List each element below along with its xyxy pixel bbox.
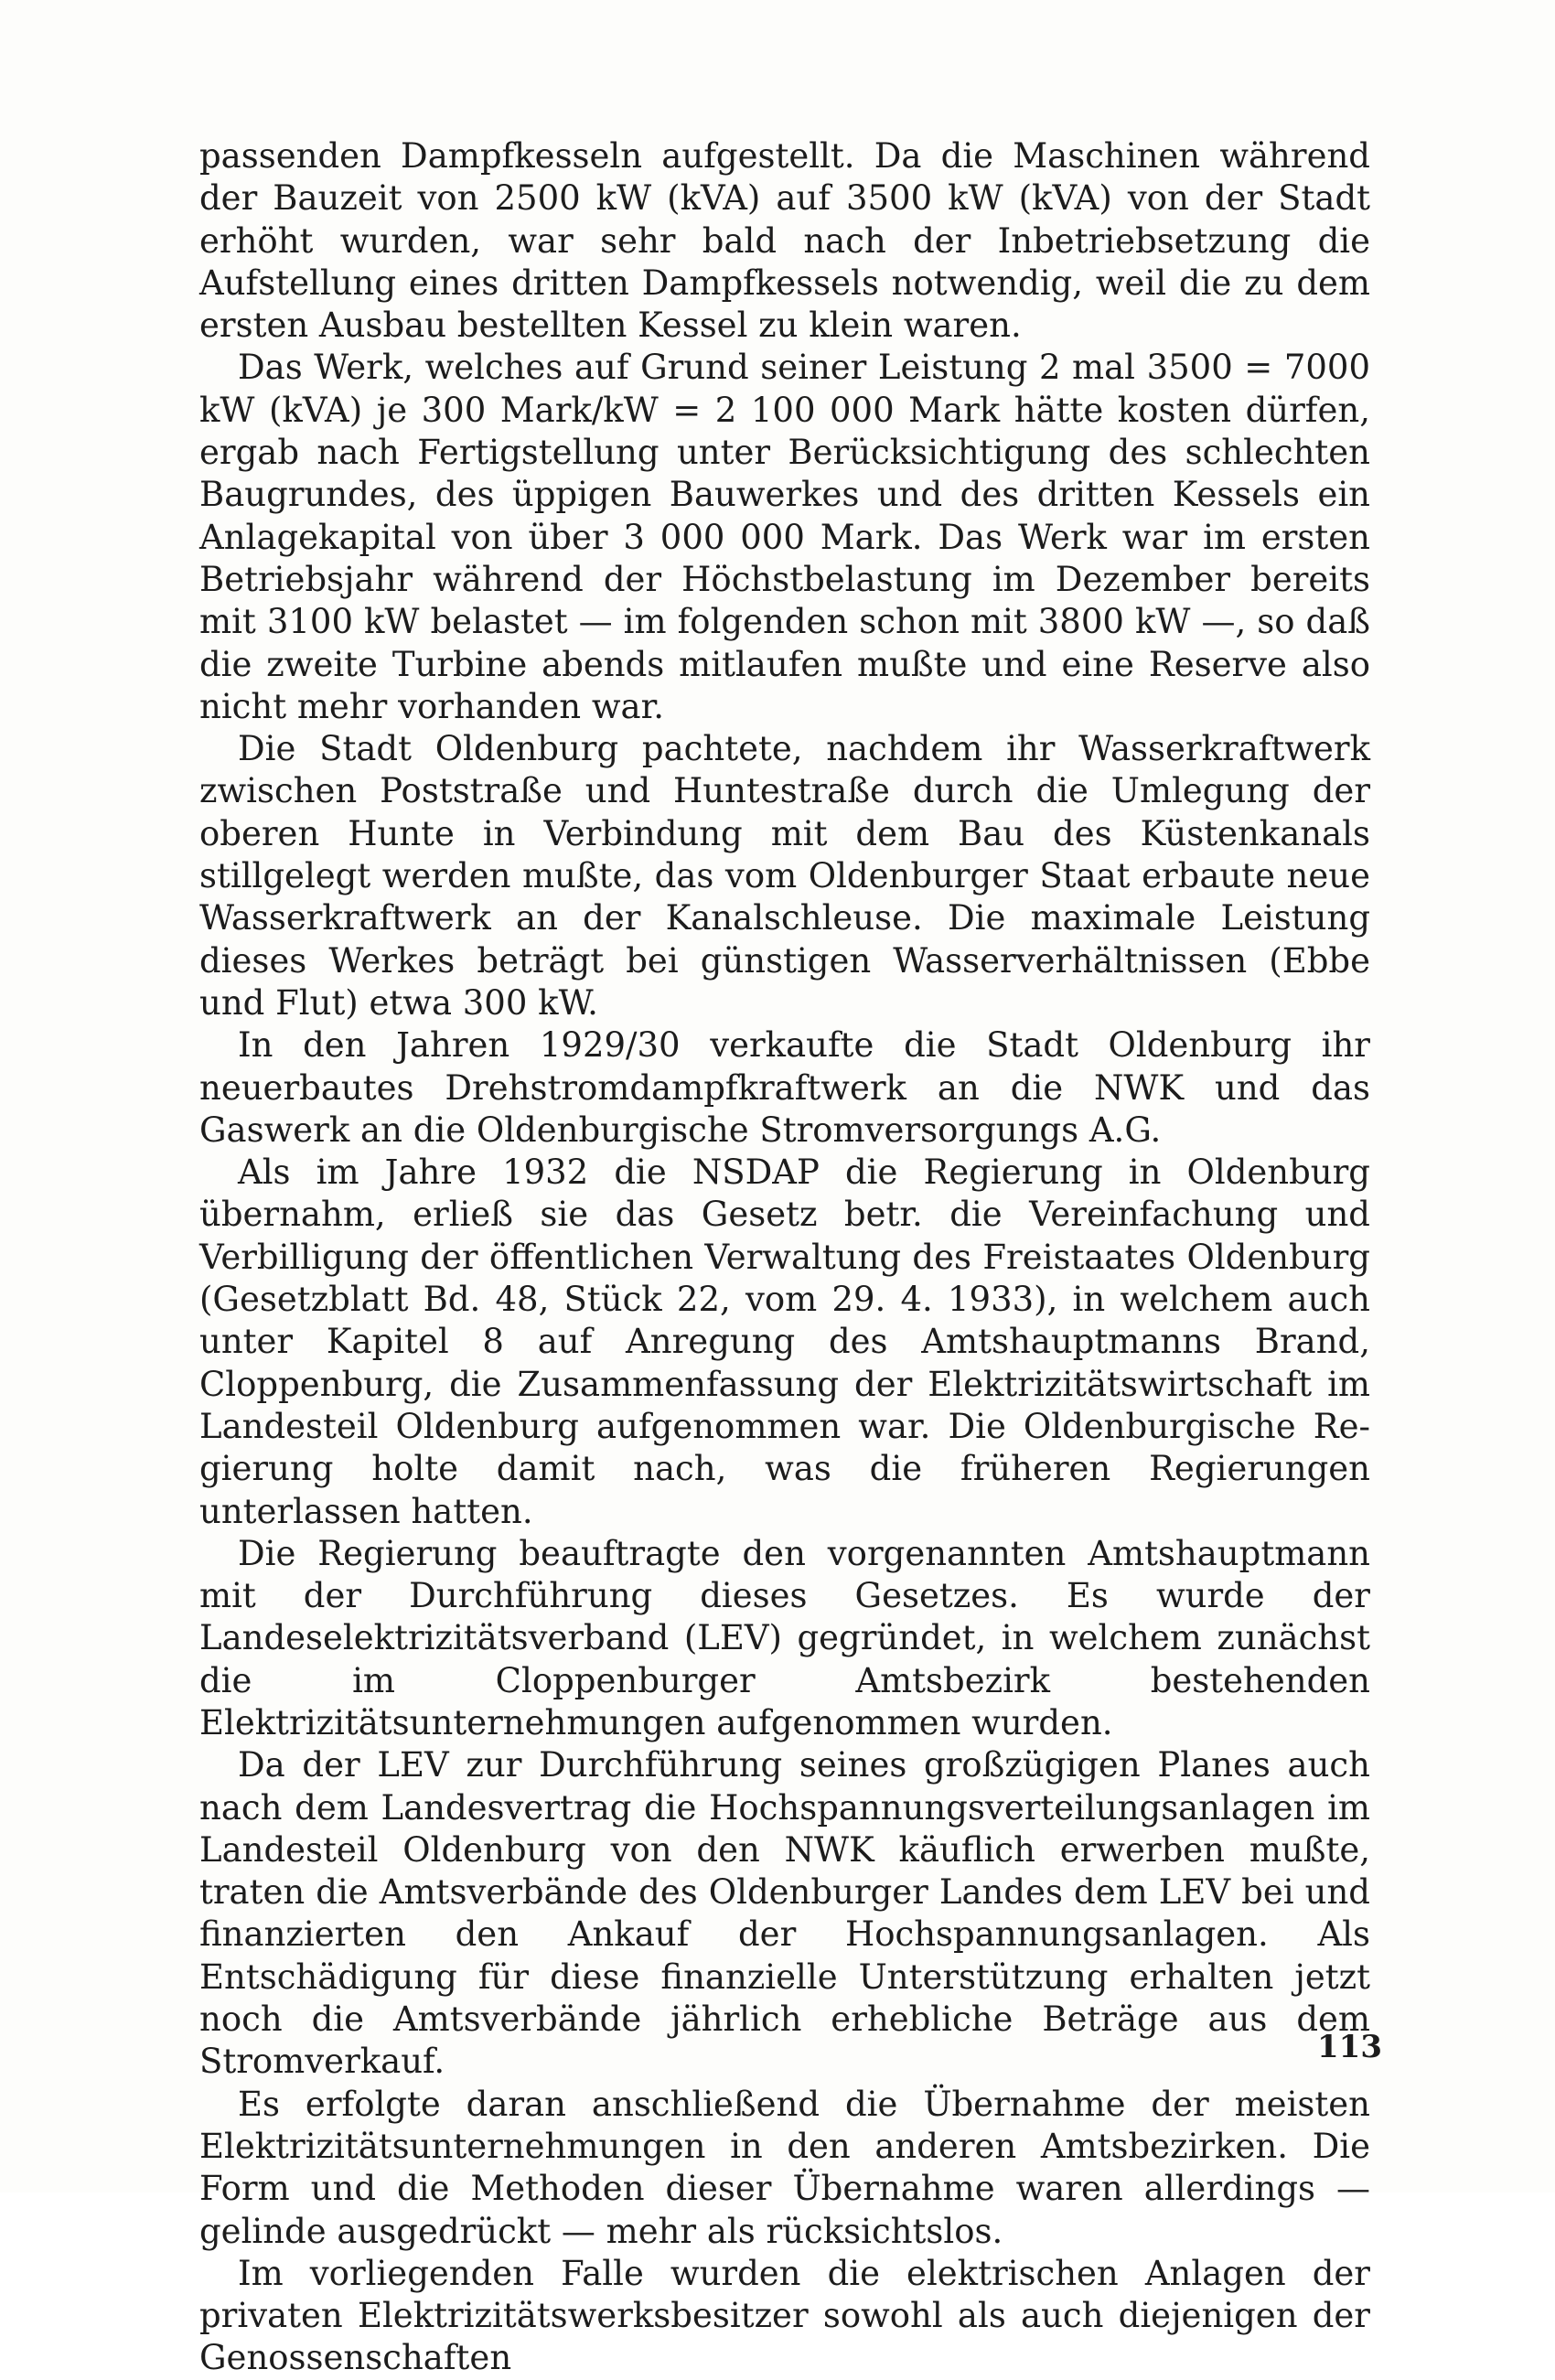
paragraph-3: Die Stadt Oldenburg pachtete, nachdem ihr Wasserkraftwerk zwischen Poststraße und Huntestraße durch die Umlegung der oberen Hunte in Verbindung mit dem Bau des Küstenkanals stillgelegt werden mußte, das vom Oldenburger Staat erbaute neue Wasserkraftwerk an der Kanalschleuse. Die maximale Leistung dieses Werkes beträgt bei günstigen Wasserverhältnissen (Ebbe und Flut) etwa 300 kW.: [199, 729, 1370, 1023]
body-text: [199, 135, 1382, 2380]
paragraph-2: Das Werk, welches auf Grund seiner Leistung 2 mal 3500 = 7000 kW (kVA) je 300 Mark/kW = 2 100 000 Mark hätte kosten dürfen, ergab nach Fertigstellung unter Berücksichtigung des schlechten Baugrundes, des üppigen Bauwerkes und des dritten Kessels ein Anlagekapital von über 3 000 000 Mark. Das Werk war im ersten Betriebsjahr während der Höchstbelastung im Dezember bereits mit 3100 kW belastet — im folgenden schon mit 3800 kW —, so daß die zweite Turbine abends mitlaufen mußte und eine Reserve also nicht mehr vorhanden war.: [199, 348, 1370, 726]
page-number: 113: [1317, 2029, 1382, 2065]
paragraph-9: Im vorliegenden Falle wurden die elektrischen Anlagen der privaten Elektrizitätswerksbesitzer sowohl als auch diejenigen der Genossenschaften: [199, 2253, 1370, 2378]
paragraph-1: passenden Dampfkesseln aufgestellt. Da die Maschinen während der Bauzeit von 2500 kW (kVA) auf 3500 kW (kVA) von der Stadt erhöht wurden, war sehr bald nach der Inbetriebsetzung die Aufstellung eines dritten Dampfkessels notwendig, weil die zu dem ersten Ausbau bestellten Kessel zu klein waren.: [199, 136, 1370, 346]
paragraph-7: Da der LEV zur Durchführung seines großzügigen Planes auch nach dem Landesvertrag die Hochspannungsverteilungsanlagen im Landesteil Oldenburg von den NWK käuflich erwerben mußte, traten die Amtsverbände des Oldenburger Landes dem LEV bei und finanzierten den Ankauf der Hochspannungsanlagen. Als Entschädigung für diese finanzielle Unterstützung erhalten jetzt noch die Amtsverbände jährlich erhebliche Beträge aus dem Stromverkauf.: [199, 1745, 1370, 2082]
paragraph-5: Als im Jahre 1932 die NSDAP die Regierung in Oldenburg übernahm, erließ sie das Gesetz betr. die Vereinfachung und Verbilligung der öffentlichen Verwaltung des Freistaates Oldenburg (Gesetzblatt Bd. 48, Stück 22, vom 29. 4. 1933), in welchem auch unter Kapitel 8 auf Anregung des Amtshauptmanns Brand, Cloppenburg, die Zusammenfassung der Elektrizitätswirtschaft im Landesteil Oldenburg aufgenommen war. Die Oldenburgische Regierung holte damit nach, was die früheren Regierungen unterlassen hatten.: [199, 1152, 1370, 1531]
paragraph-6: Die Regierung beauftragte den vorgenannten Amtshauptmann mit der Durchführung dieses Gesetzes. Es wurde der Landeselektrizitätsverband (LEV) gegründet, in welchem zunächst die im Cloppenburger Amtsbezirk bestehenden Elektrizitätsunternehmungen aufgenommen wurden.: [199, 1533, 1370, 1742]
paragraph-8: Es erfolgte daran anschließend die Übernahme der meisten Elektrizitätsunternehmungen in den anderen Amtsbezirken. Die Form und die Methoden dieser Übernahme waren allerdings — gelinde ausgedrückt — mehr als rücksichtslos.: [199, 2084, 1370, 2251]
paragraph-4: In den Jahren 1929/30 verkaufte die Stadt Oldenburg ihr neuerbautes Drehstromdampfkraftwerk an die NWK und das Gaswerk an die Oldenburgische Stromversorgungs A.G.: [199, 1025, 1370, 1150]
